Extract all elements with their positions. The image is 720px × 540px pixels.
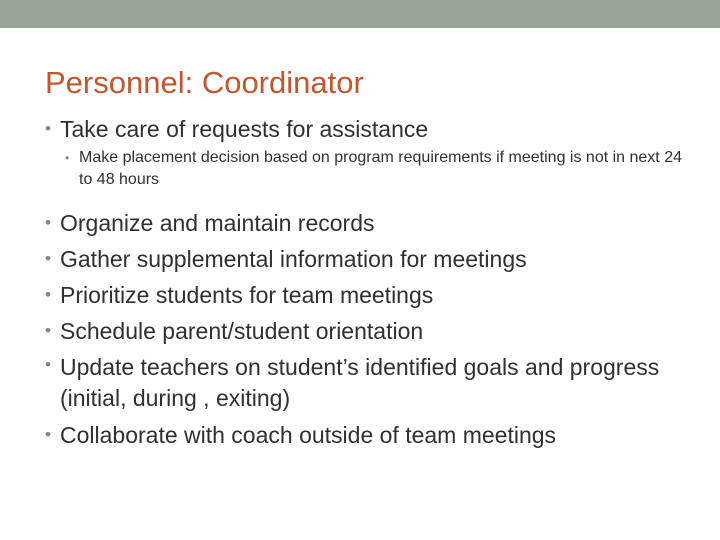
bullet-marker: •: [45, 425, 51, 444]
bullet-item: [45, 277, 685, 313]
bullet-list: [45, 111, 685, 453]
bullet-text: Schedule parent/student orientation: [60, 318, 424, 344]
slide-title: Personnel: Coordinator: [45, 65, 364, 100]
bullet-text: Gather supplemental information for meetings: [60, 246, 527, 272]
bullet-item: [45, 417, 685, 453]
bullet-text: Organize and maintain records: [60, 210, 375, 236]
bullet-marker: •: [45, 321, 51, 340]
bullet-marker: •: [45, 249, 51, 268]
sub-bullet-marker: •: [65, 151, 70, 165]
sub-bullet-text: Make placement decision based on program requirements if meeting is not in next 24 to 48 hours: [79, 149, 682, 188]
bullet-marker: •: [45, 355, 51, 374]
bullet-text: Update teachers on student’s identified goals and progress (initial, during , exiting): [60, 354, 660, 411]
bullet-text: Collaborate with coach outside of team meetings: [60, 422, 557, 448]
bullet-item: [45, 111, 685, 147]
sub-bullet-item: [45, 147, 685, 191]
bullet-text: Prioritize students for team meetings: [60, 282, 434, 308]
bullet-marker: •: [45, 213, 51, 232]
top-accent-band: [0, 0, 720, 28]
bullet-item: [45, 205, 685, 241]
bullet-item: [45, 313, 685, 349]
bullet-marker: •: [45, 285, 51, 304]
bullet-text: Take care of requests for assistance: [60, 116, 429, 142]
bullet-marker: •: [45, 119, 51, 138]
bullet-item: [45, 241, 685, 277]
bullet-item: [45, 349, 685, 417]
